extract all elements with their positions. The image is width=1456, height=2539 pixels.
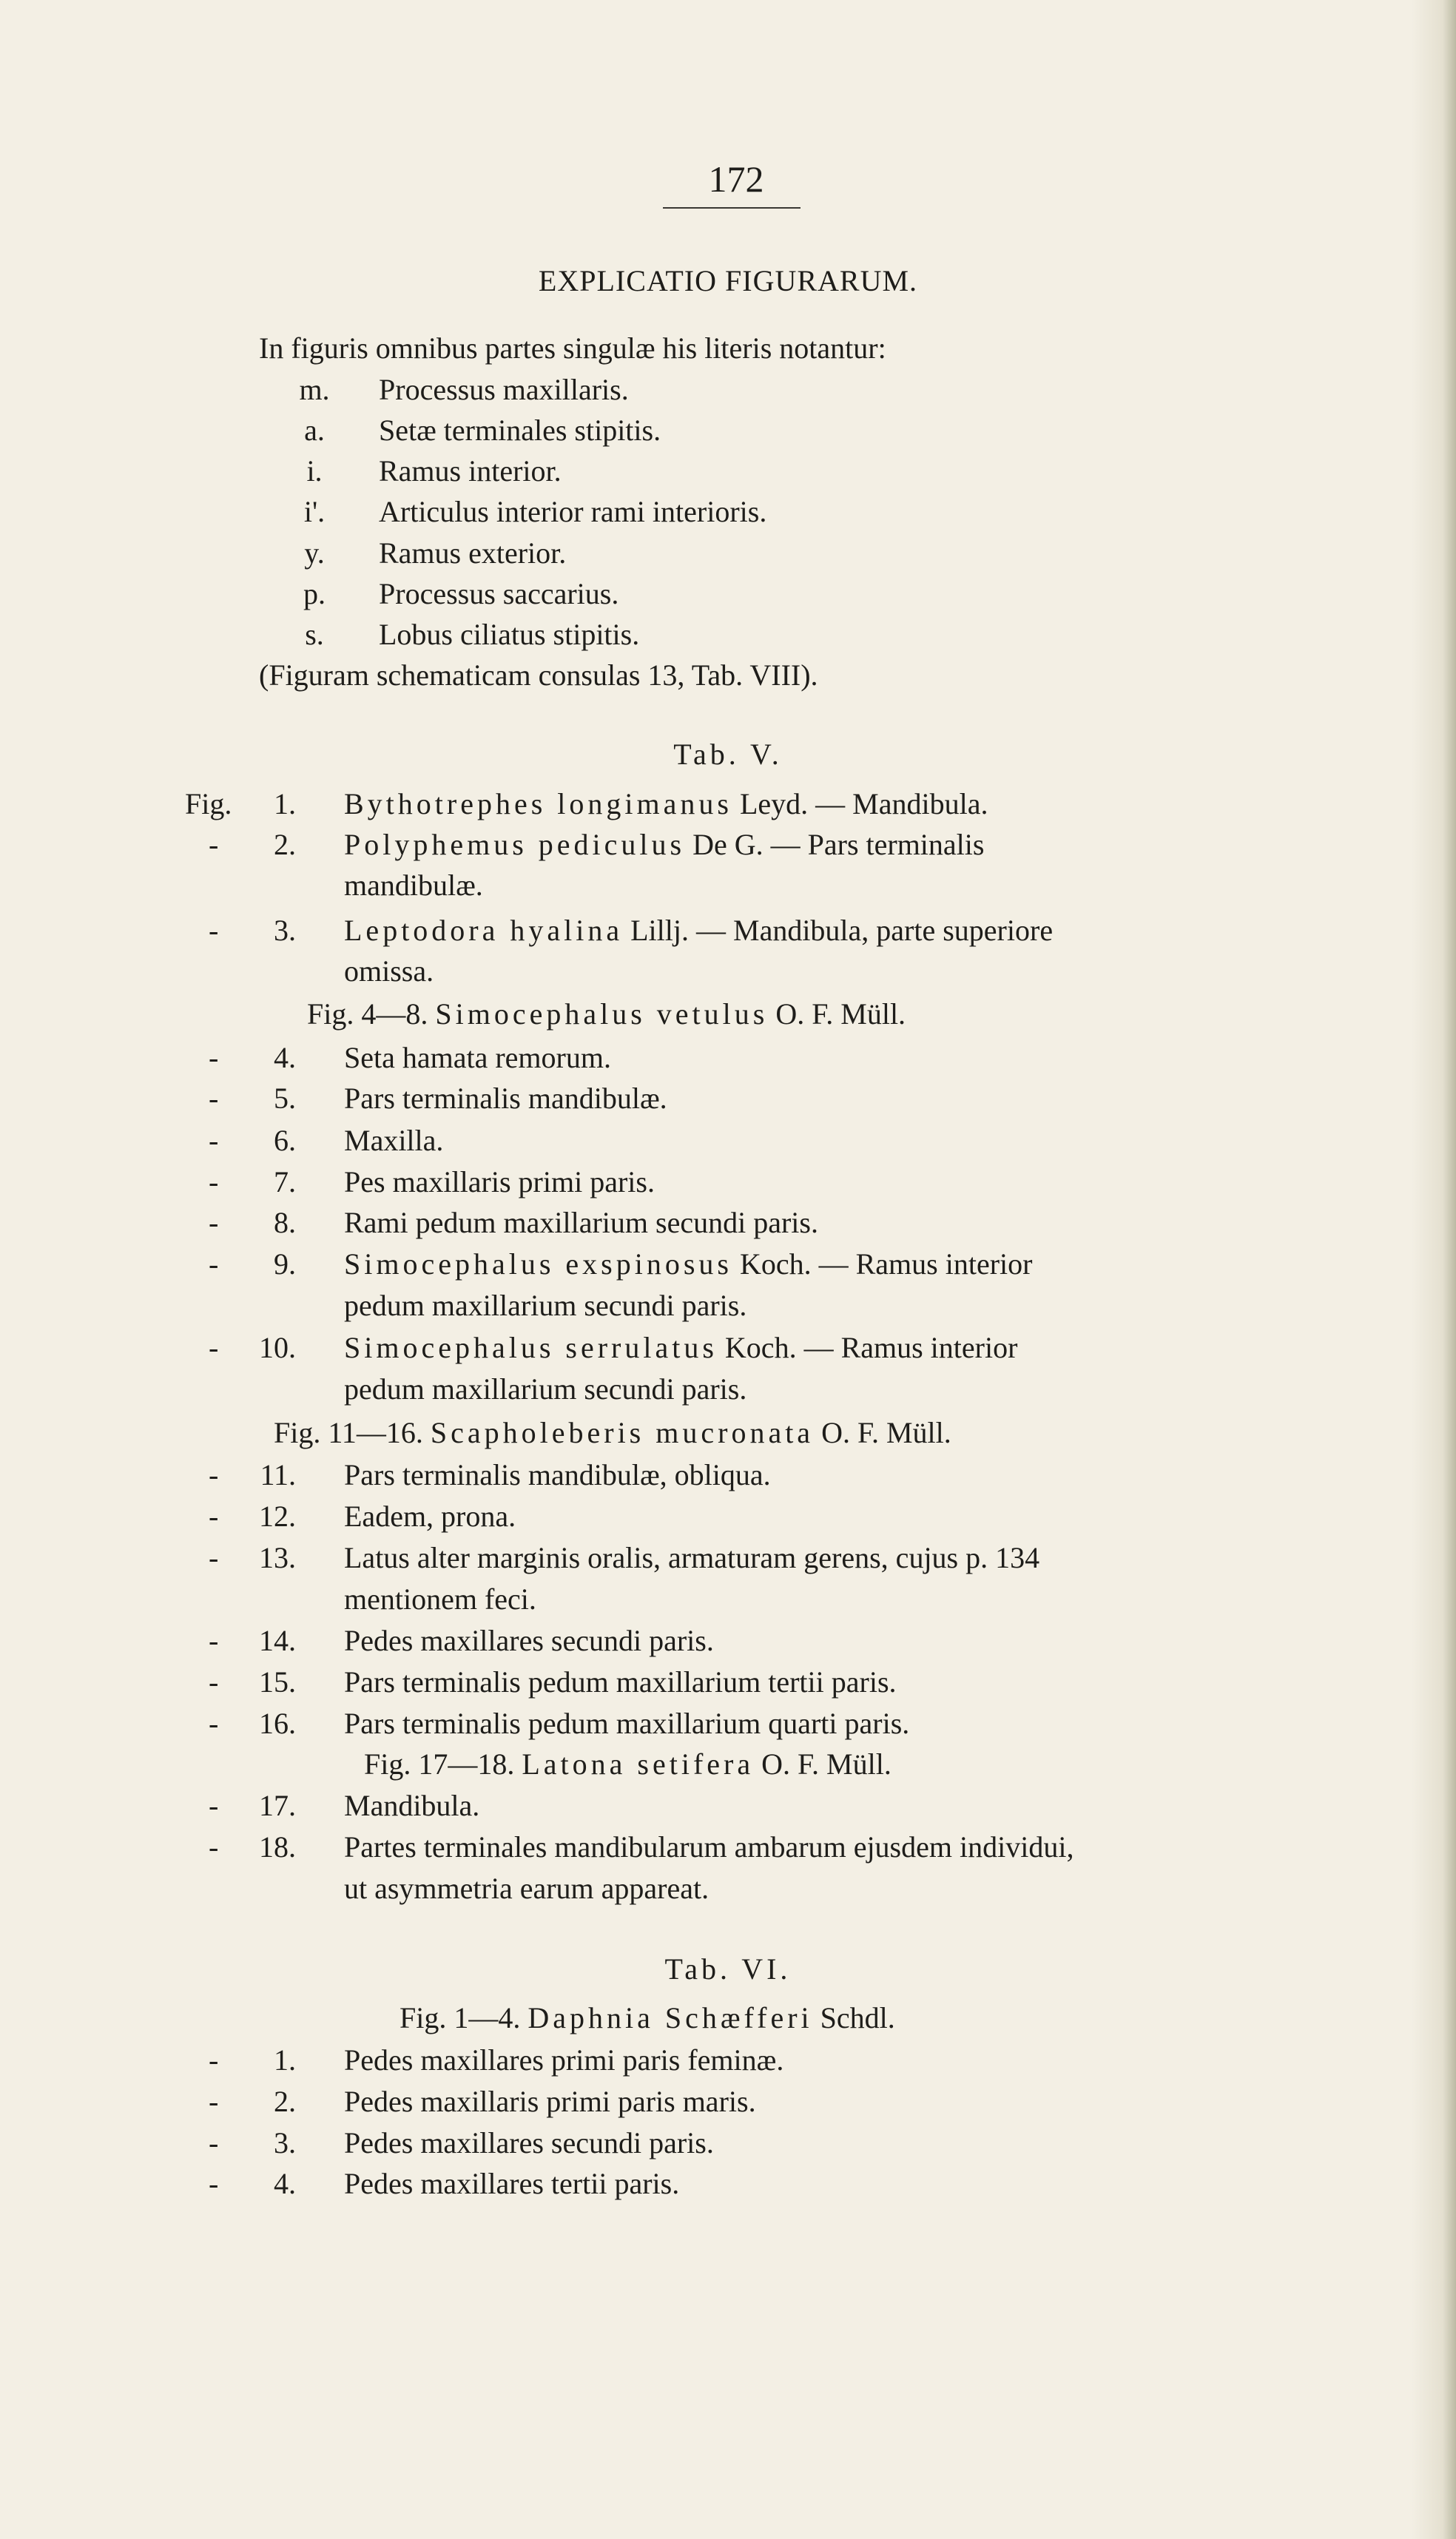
entry-text: Pedes maxillares secundi paris. (344, 1624, 714, 1657)
legend-note: (Figuram schematicam consulas 13, Tab. VIII). (259, 658, 818, 692)
entry-number: 1. (274, 2043, 296, 2077)
entry-number: 3. (274, 2126, 296, 2159)
entry-text: Koch. — Ramus interior (739, 1247, 1033, 1281)
entry-line (344, 1246, 1032, 1283)
page-number: 172 (708, 158, 764, 200)
fig-label: Fig. (185, 787, 232, 820)
entry-text: Pes maxillaris primi paris. (344, 1165, 655, 1198)
group-author: O. F. Müll. (775, 997, 906, 1031)
entry-number: 16. (259, 1707, 296, 1740)
dash-mark: - (209, 1789, 219, 1822)
entry-number: 2. (274, 2085, 296, 2118)
legend-key: i. (306, 454, 323, 488)
group-label: Fig. 4—8. (307, 997, 428, 1031)
species-name: Latona setifera (522, 1747, 755, 1781)
entry-continuation: mentionem feci. (344, 1582, 536, 1616)
group-label: Fig. 17—18. (364, 1747, 515, 1781)
figure-group (307, 996, 906, 1033)
entry-number: 2. (274, 828, 296, 861)
entry-continuation: mandibulæ. (344, 869, 483, 902)
dash-mark: - (209, 1247, 219, 1281)
entry-number: 9. (274, 1247, 296, 1281)
page-title: EXPLICATIO FIGURARUM. (538, 264, 918, 297)
group-author: Schdl. (820, 2001, 895, 2034)
species-name: Simocephalus serrulatus (344, 1331, 718, 1364)
entry-number: 15. (259, 1665, 296, 1699)
entry-text: Maxilla. (344, 1124, 444, 1157)
entry-line (344, 786, 988, 823)
entry-number: 17. (259, 1789, 296, 1822)
figure-group (400, 2000, 895, 2037)
legend-key: a. (304, 414, 325, 447)
entry-text: De G. — Pars terminalis (692, 828, 985, 861)
dash-mark: - (209, 1041, 219, 1074)
dash-mark: - (209, 1165, 219, 1198)
entry-text: Pedes maxillares primi paris feminæ. (344, 2043, 784, 2077)
entry-number: 18. (259, 1830, 296, 1864)
dash-mark: - (209, 1458, 219, 1491)
dash-mark: - (209, 828, 219, 861)
dash-mark: - (209, 1541, 219, 1574)
dash-mark: - (209, 1206, 219, 1239)
entry-number: 10. (259, 1331, 296, 1364)
legend-text: Articulus interior rami interioris. (379, 495, 767, 528)
legend-text: Processus saccarius. (379, 577, 619, 610)
entry-number: 13. (259, 1541, 296, 1574)
legend-key: s. (305, 618, 324, 651)
entry-text: Pars terminalis mandibulæ. (344, 1082, 667, 1115)
page-edge-shadow (1412, 0, 1456, 2539)
entry-number: 4. (274, 2167, 296, 2200)
dash-mark: - (209, 2043, 219, 2077)
group-label: Fig. 1—4. (400, 2001, 521, 2034)
tab-v-heading: Tab. V. (673, 738, 783, 771)
species-name: Polyphemus pediculus (344, 828, 686, 861)
dash-mark: - (209, 2126, 219, 2159)
group-author: O. F. Müll. (821, 1416, 951, 1449)
entry-text: Pars terminalis pedum maxillarium quarti paris. (344, 1707, 910, 1740)
dash-mark: - (209, 914, 219, 947)
entry-number: 3. (274, 914, 296, 947)
entry-number: 4. (274, 1041, 296, 1074)
dash-mark: - (209, 1707, 219, 1740)
species-name: Daphnia Schæfferi (528, 2001, 813, 2034)
entry-line (344, 912, 1053, 949)
entry-number: 14. (259, 1624, 296, 1657)
entry-number: 6. (274, 1124, 296, 1157)
legend-text: Processus maxillaris. (379, 373, 629, 406)
entry-text: Rami pedum maxillarium secundi paris. (344, 1206, 818, 1239)
entry-text: Pedes maxillaris primi paris maris. (344, 2085, 756, 2118)
entry-text: Pars terminalis pedum maxillarium tertii paris. (344, 1665, 897, 1699)
dash-mark: - (209, 1124, 219, 1157)
entry-number: 11. (260, 1458, 296, 1491)
species-name: Leptodora hyalina (344, 914, 624, 947)
species-name: Simocephalus vetulus (435, 997, 769, 1031)
legend-text: Ramus exterior. (379, 536, 567, 570)
dash-mark: - (209, 2085, 219, 2118)
legend-intro: In figuris omnibus partes singulæ his literis notantur: (259, 331, 886, 365)
entry-continuation: omissa. (344, 954, 434, 988)
entry-line (344, 826, 984, 863)
page-number-rule (663, 207, 801, 209)
tab-vi-heading: Tab. VI. (664, 1952, 792, 1986)
legend-key: p. (303, 577, 326, 610)
entry-text: Eadem, prona. (344, 1500, 516, 1533)
species-name: Bythotrephes longimanus (344, 787, 732, 820)
dash-mark: - (209, 2167, 219, 2200)
entry-text: Leyd. — Mandibula. (739, 787, 988, 820)
entry-line (344, 1329, 1017, 1366)
entry-text: Koch. — Ramus interior (724, 1331, 1018, 1364)
entry-text: Pedes maxillares tertii paris. (344, 2167, 680, 2200)
dash-mark: - (209, 1624, 219, 1657)
entry-number: 5. (274, 1082, 296, 1115)
entry-text: Pars terminalis mandibulæ, obliqua. (344, 1458, 771, 1491)
legend-text: Setæ terminales stipitis. (379, 414, 661, 447)
dash-mark: - (209, 1082, 219, 1115)
figure-group (364, 1746, 892, 1783)
group-author: O. F. Müll. (761, 1747, 892, 1781)
dash-mark: - (209, 1331, 219, 1364)
group-label: Fig. 11—16. (274, 1416, 423, 1449)
legend-key: y. (304, 536, 325, 570)
entry-number: 8. (274, 1206, 296, 1239)
figure-group (274, 1415, 951, 1451)
entry-continuation: pedum maxillarium secundi paris. (344, 1289, 747, 1322)
legend-key: i'. (303, 495, 326, 528)
dash-mark: - (209, 1500, 219, 1533)
entry-text: Mandibula. (344, 1789, 480, 1822)
entry-text: Lillj. — Mandibula, parte superiore (630, 914, 1054, 947)
entry-text: Partes terminales mandibularum ambarum ejusdem individui, (344, 1830, 1074, 1864)
entry-text: Latus alter marginis oralis, armaturam gerens, cujus p. 134 (344, 1541, 1040, 1574)
legend-text: Ramus interior. (379, 454, 562, 488)
entry-number: 1. (274, 787, 296, 820)
dash-mark: - (209, 1830, 219, 1864)
entry-continuation: ut asymmetria earum appareat. (344, 1872, 710, 1905)
entry-text: Pedes maxillares secundi paris. (344, 2126, 714, 2159)
species-name: Scapholeberis mucronata (430, 1416, 815, 1449)
dash-mark: - (209, 1665, 219, 1699)
entry-text: Seta hamata remorum. (344, 1041, 611, 1074)
entry-continuation: pedum maxillarium secundi paris. (344, 1372, 747, 1406)
legend-key: m. (299, 373, 330, 406)
species-name: Simocephalus exspinosus (344, 1247, 732, 1281)
legend-text: Lobus ciliatus stipitis. (379, 618, 640, 651)
entry-number: 12. (259, 1500, 296, 1533)
entry-number: 7. (274, 1165, 296, 1198)
